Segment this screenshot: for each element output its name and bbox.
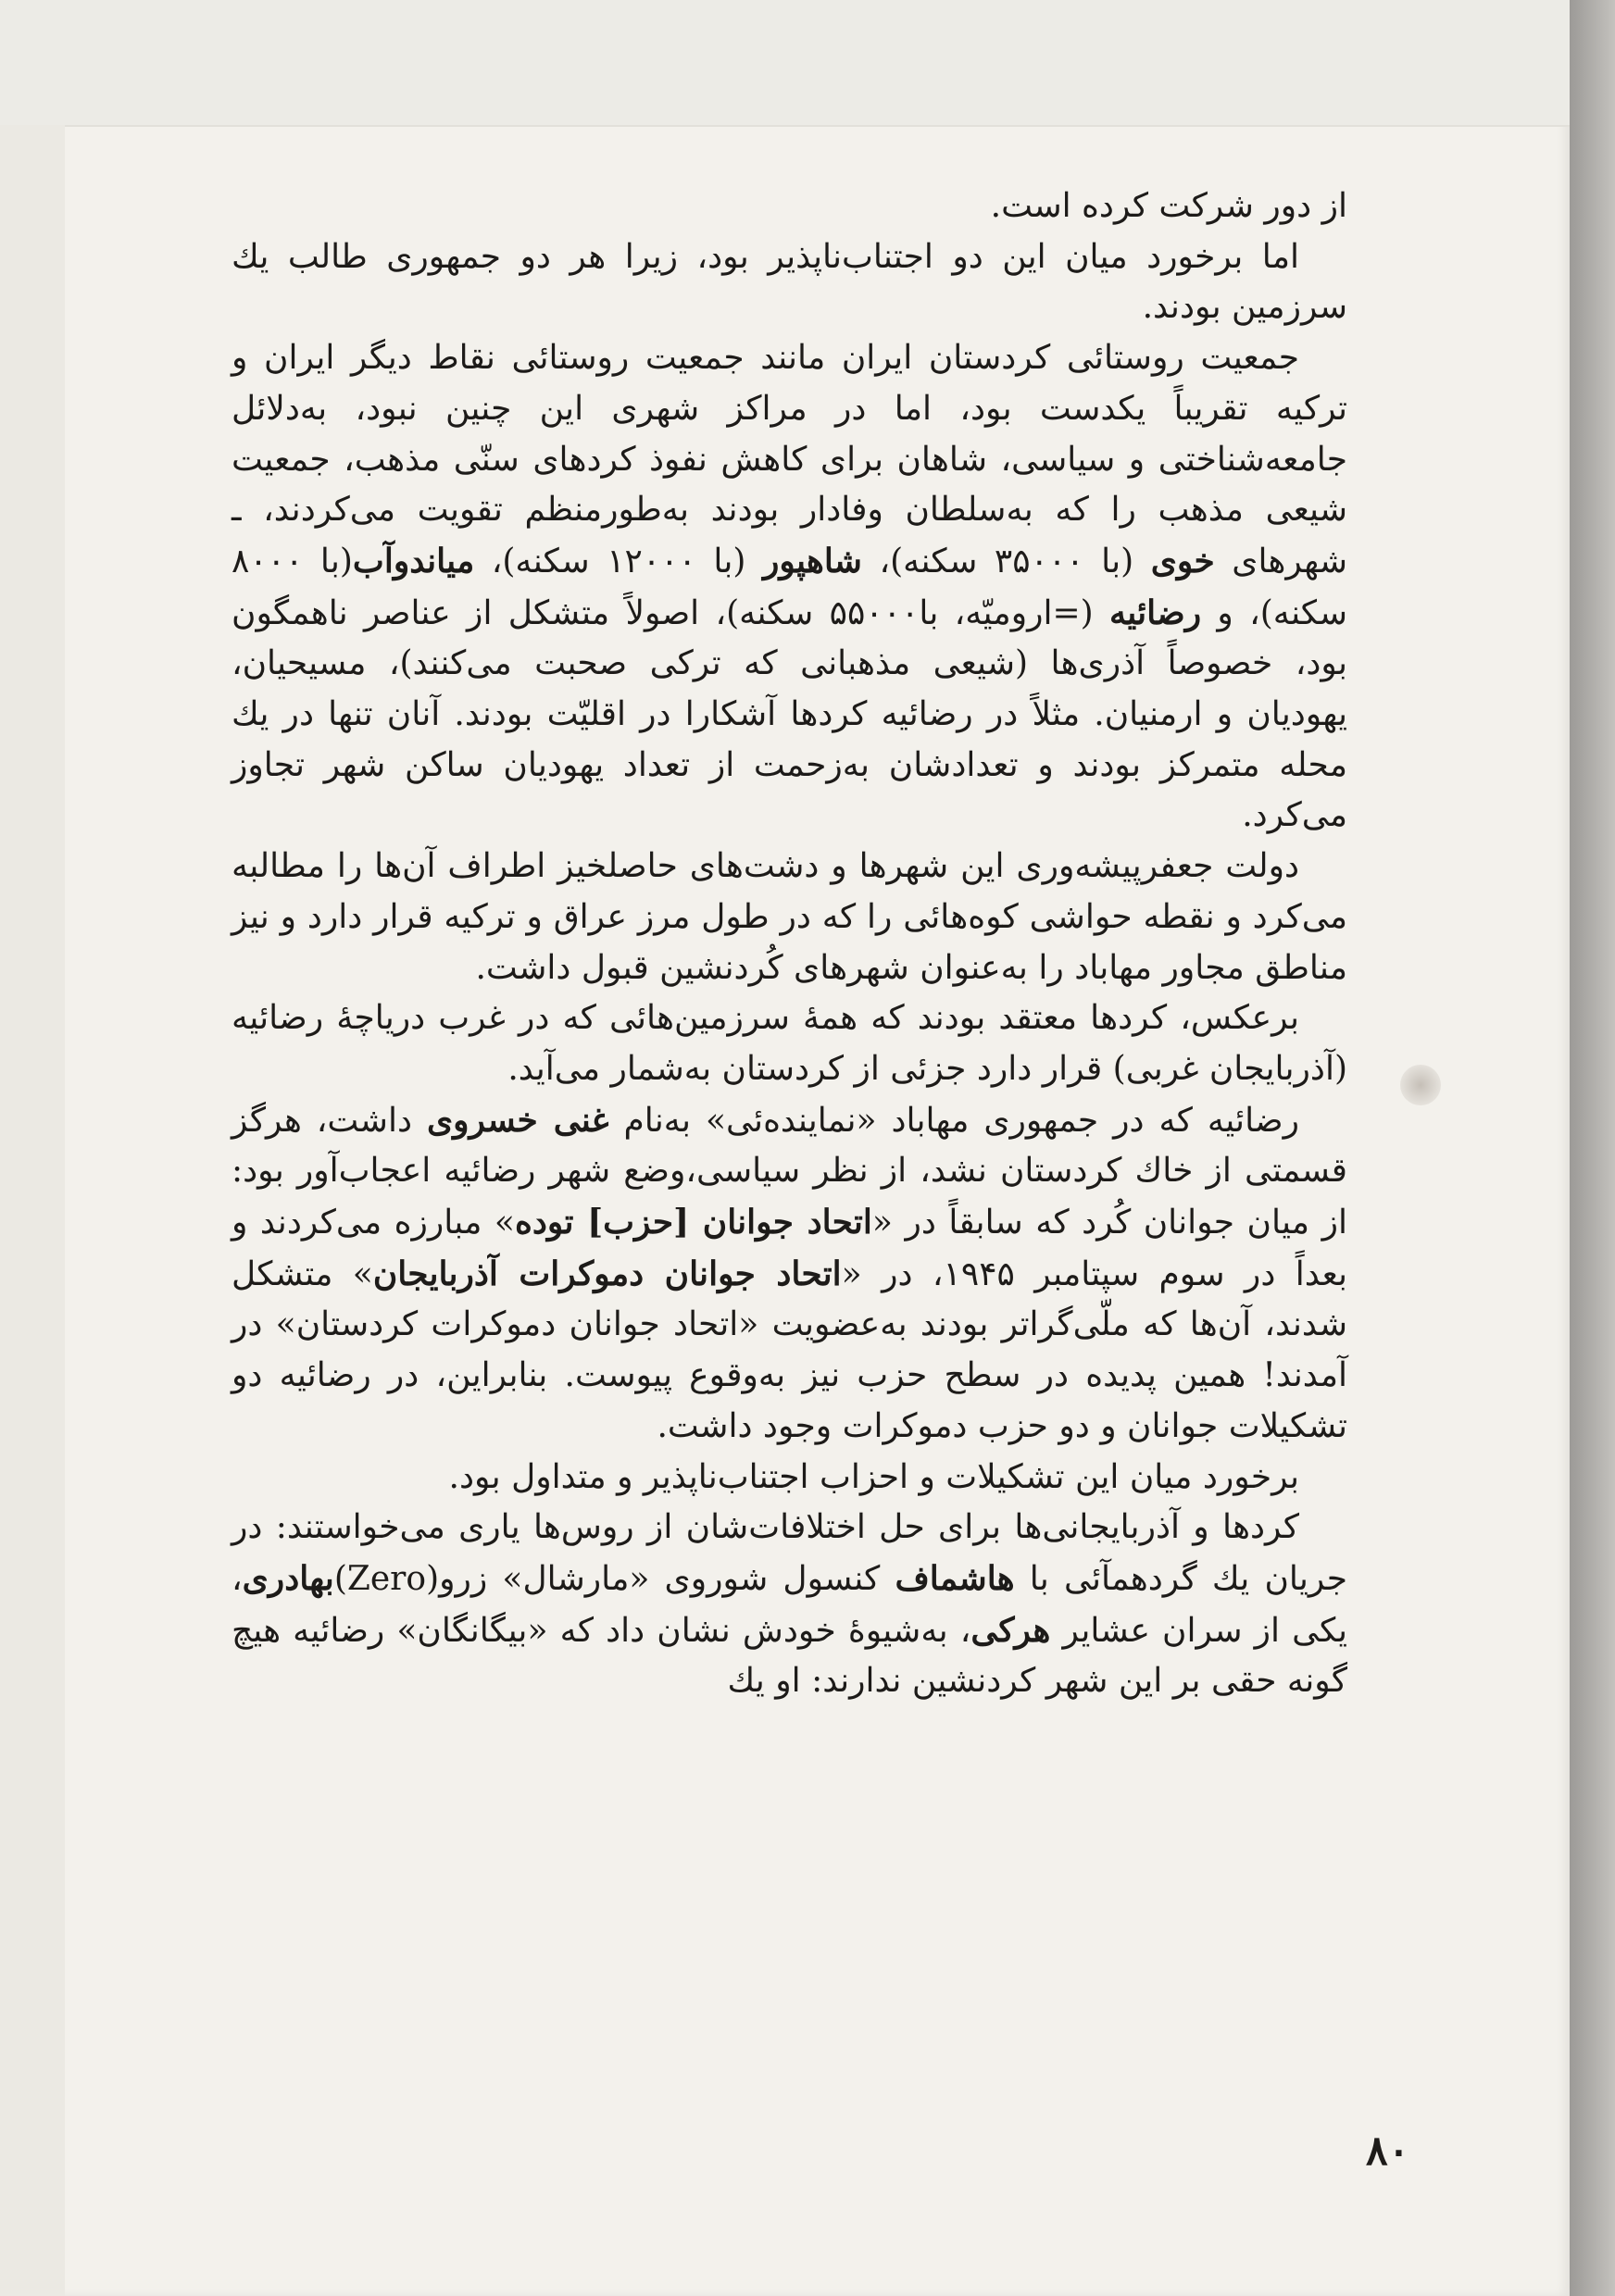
bold-text-run: شاهپور	[762, 541, 862, 580]
bold-text-run: رضائیه	[1109, 593, 1202, 632]
paper-smudge	[1400, 1065, 1441, 1105]
text-run: ، به‌شیوهٔ خودش نشان داد که «بیگانگان» رضائیه هیچ گونه حقی بر این شهر کردنشین ندارند: او یك	[232, 1611, 1347, 1701]
page-left-margin	[0, 125, 65, 2296]
paragraph	[232, 1095, 1347, 1453]
page-top-margin	[0, 0, 1570, 127]
text-run: (با ۸۰۰۰ سکنه)، و	[232, 542, 1347, 632]
paragraph	[232, 181, 1347, 232]
text-run: رضائیه که در جمهوری مهاباد «نماینده‌ئی» به‌نام	[608, 1101, 1299, 1140]
bold-text-run: هاشماف	[895, 1558, 1015, 1598]
text-run: » متشکل شدند، آن‌ها که ملّی‌گراتر بودند به‌عضویت «اتحاد جوانان دموکرات کردستان» در آمدند! همین پدیده در سطح حزب نیز به‌وقوع پیوست. بنابراین، در رضائیه دو تشکیلات جوانان و دو حزب دموکرات وجود داشت.	[232, 1254, 1347, 1445]
bold-text-run: اتحاد جوانان دموکرات آذربایجان	[372, 1254, 842, 1293]
bold-text-run: بهادری	[242, 1558, 334, 1598]
paragraph	[232, 1453, 1347, 1504]
text-run: اما برخورد میان این دو اجتناب‌ناپذیر بود، زیرا هر دو جمهوری طالب یك سرزمین بودند.	[232, 237, 1347, 327]
paragraph	[232, 232, 1347, 333]
text-run: (با ۳۵۰۰۰ سکنه)،	[861, 542, 1151, 580]
bold-text-run: هرکی	[970, 1610, 1051, 1650]
bold-text-run: میاندوآب	[352, 541, 475, 580]
text-run: » مبارزه می‌کردند و بعداً در سوم سپتامبر ۱۹۴۵، در «	[232, 1204, 1348, 1293]
paragraph	[232, 842, 1347, 993]
text-run: کردها و آذربایجانی‌ها برای حل اختلافات‌شان از روس‌ها یاری می‌خواستند: در جریان یك گردهمآئی با	[232, 1508, 1347, 1598]
paragraph	[232, 333, 1347, 842]
text-run: ، یکی از سران عشایر	[232, 1559, 1347, 1650]
page-edge-shadow	[1570, 0, 1615, 2296]
text-run: برعکس، کردها معتقد بودند که همهٔ سرزمین‌هائی که در غرب دریاچهٔ رضائیه (آذربایجان غربی) قرار دارد جزئی از کردستان به‌شمار می‌آید.	[232, 999, 1347, 1088]
paragraph	[232, 1503, 1347, 1707]
page-number: ۸۰	[1366, 2128, 1410, 2175]
text-run: داشت، هرگز قسمتی از خاك کردستان نشد، از نظر سیاسی،وضع شهر رضائیه اعجاب‌آور بود: از میان جوانان کُرد که سابقاً در «	[232, 1101, 1347, 1242]
text-run: دولت جعفرپیشه‌وری این شهرها و دشت‌های حاصلخیز اطراف آن‌ها را مطالبه می‌کرد و نقطه حواشی کوه‌هائی را که در طول مرز عراق و ترکیه قرار دارد و نیز مناطق مجاور مهاباد را به‌عنوان شهرهای کُردنشین قبول داشت.	[232, 847, 1347, 987]
text-run: برخورد میان این تشکیلات و احزاب اجتناب‌ناپذیر و متداول بود.	[448, 1457, 1299, 1496]
text-run: (=ارومیّه، با۵۵۰۰۰ سکنه)، اصولاً متشکل از عناصر ناهمگون بود، خصوصاً آذری‌ها (شیعی مذهبانی که ترکی صحبت می‌کنند)، مسیحیان، یهودیان و ارمنیان. مثلاً در رضائیه کردها آشکارا در اقلیّت بودند. آنان تنها در یك محله متمرکز بودند و تعدادشان به‌زحمت از تعداد یهودیان ساکن شهر تجاوز می‌کرد.	[232, 593, 1347, 835]
text-run: (با ۱۲۰۰۰ سکنه)،	[474, 542, 763, 580]
bold-text-run: اتحاد جوانان [حزب] توده	[514, 1203, 872, 1242]
bold-text-run: غنی خسروی	[426, 1100, 609, 1140]
paragraph	[232, 993, 1347, 1094]
text-run: از دور شرکت کرده است.	[990, 187, 1347, 225]
bold-text-run: خوی	[1150, 541, 1215, 580]
page-body-text	[232, 181, 1347, 1707]
text-run: کنسول شوروی «مارشال» زرو(Zero)	[333, 1559, 895, 1598]
text-run: جمعیت روستائی کردستان ایران مانند جمعیت روستائی نقاط دیگر ایران و ترکیه تقریباً یکدست بود، اما در مراکز شهری این چنین نبود، به‌دلائل جامعه‌شناختی و سیاسی، شاهان برای کاهش نفوذ کردهای سنّی مذهب، جمعیت شیعی مذهب را که به‌سلطان وفادار بودند به‌طورمنظم تقویت می‌کردند، ـ شهرهای	[232, 339, 1348, 580]
